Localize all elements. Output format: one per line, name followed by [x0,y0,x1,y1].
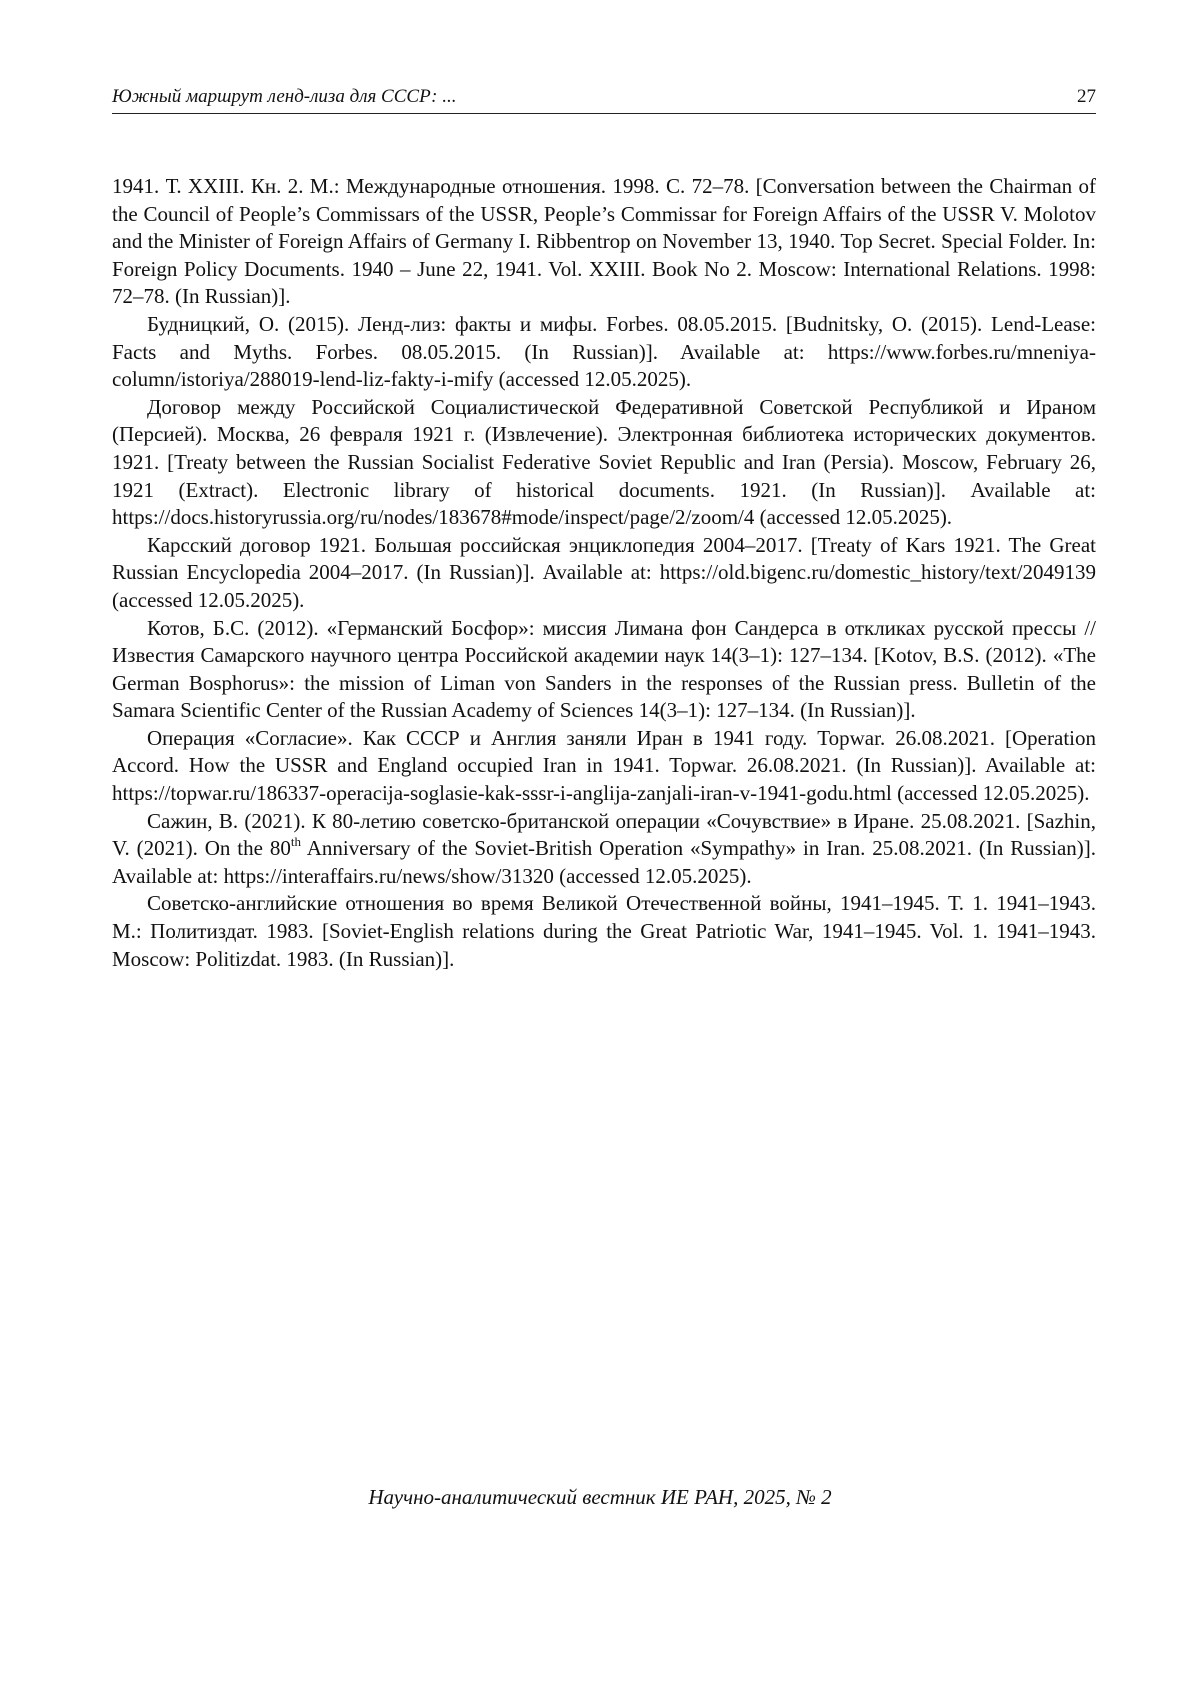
reference-treaty-of-kars: Карсский договор 1921. Большая российская энциклопедия 2004–2017. [Treaty of Kars 1921. The Great Russian Encyclopedia 2004–2017. (In Russian)]. Available at: https://old.bigenc.ru/domestic_history/text/2049139 (accessed 12.05.2025). [112,532,1096,612]
reference-sazhin [112,808,1096,891]
ordinal-superscript: th [290,834,301,850]
reference-budnitsky: Будницкий, О. (2015). Ленд-лиз: факты и мифы. Forbes. 08.05.2015. [Budnitsky, O. (2015). Lend-Lease: Facts and Myths. Forbes. 08.05.2015. (In Russian)]. Available at: https://www.​forbes.ru/mneniya-column/istoriya/288019-lend-liz-fakty-i-mify (accessed 12.05.2025). [112,311,1096,392]
reference-treaty-rsfsr-iran: Договор между Российской Социалистической Федеративной Советской Республикой и Ираном (Персией). Москва, 26 февраля 1921 г. (Извлечение). Электронная библиотека исторических документов. 1921. [Treaty between the Russian Socialist Federative Soviet Republic and Iran (Persia). Moscow, February 26, 1921 (Extract). Electronic library of historical documents. 1921. (In Russian)]. Available at: https://docs.historyrussia.org/ru/nodes/183678#mode/inspect/page/2/​zoom/4 (accessed 12.05.2025). [112,394,1096,530]
running-head-title: Южный маршрут ленд-лиза для СССР: ... [112,86,457,107]
running-head [112,84,1096,114]
reference-sazhin-part-1: Сажин, В. (2021). К 80-летию советско-британской операции «Сочувствие» в Иране. 25.08.2021. [Sazhin, V. (2021). On the 80 [112,808,1096,861]
reference-list [112,173,1096,973]
reference-continuation: 1941. Т. XXIII. Кн. 2. М.: Международные отношения. 1998. С. 72–78. [Conversation between the Chairman of the Council of People’s Commissars of the USSR, People’s Commissar for Foreign Affairs of the USSR V. Molotov and the Minister of Foreign Affairs of Germany I. Ribbentrop on November 13, 1940. Top Secret. Special Folder. In: Foreign Policy Documents. 1940 – June 22, 1941. Vol. XXIII. Book No 2. Moscow: International Relations. 1998: 72–78. (In Russian)]. [112,174,1096,309]
reference-soviet-english-relations: Советско-английские отношения во время Великой Отечественной войны, 1941–1945. Т. 1. 1941–1943. М.: Политиздат. 1983. [Soviet-English relations during the Great Patriotic War, 1941–1945. Vol. 1. 1941–1943. Moscow: Politizdat. 1983. (In Russian)]. [112,891,1096,971]
reference-kotov: Котов, Б.С. (2012). «Германский Босфор»: миссия Лимана фон Сандерса в откликах русской прессы // Известия Самарского научного центра Российской академии наук 14(3–1): 127–134. [Kotov, B.S. (2012). «The German Bosphorus»: the mission of Liman von Sanders in the responses of the Russian press. Bulletin of the Samara Scientific Center of the Russian Academy of Sciences 14(3–1): 127–134. (In Russian)]. [112,615,1096,723]
reference-operation-accord: Операция «Согласие». Как СССР и Англия заняли Иран в 1941 году. Topwar. 26.08.2021. [Operation Accord. How the USSR and England occupied Iran in 1941. Topwar. 26.08.2021. (In Russian)]. Available at: https://topwar.ru/186337-operacija-soglasie-kak-sssr-i-anglija-zanjali-iran-​v-1941-godu.html (accessed 12.05.2025). [112,725,1096,806]
page-number: 27 [1077,86,1096,107]
journal-footer: Научно-аналитический вестник ИЕ РАН, 2025, № 2 [368,1485,832,1509]
reference-sazhin-part-2: Anniversary of the Soviet-British Operation «Sympathy» in Iran. 25.08.2021. (In Russian)]. Available at: https://interaffairs.ru/news/show/31320 (accessed 12.05.2025). [112,836,1096,888]
